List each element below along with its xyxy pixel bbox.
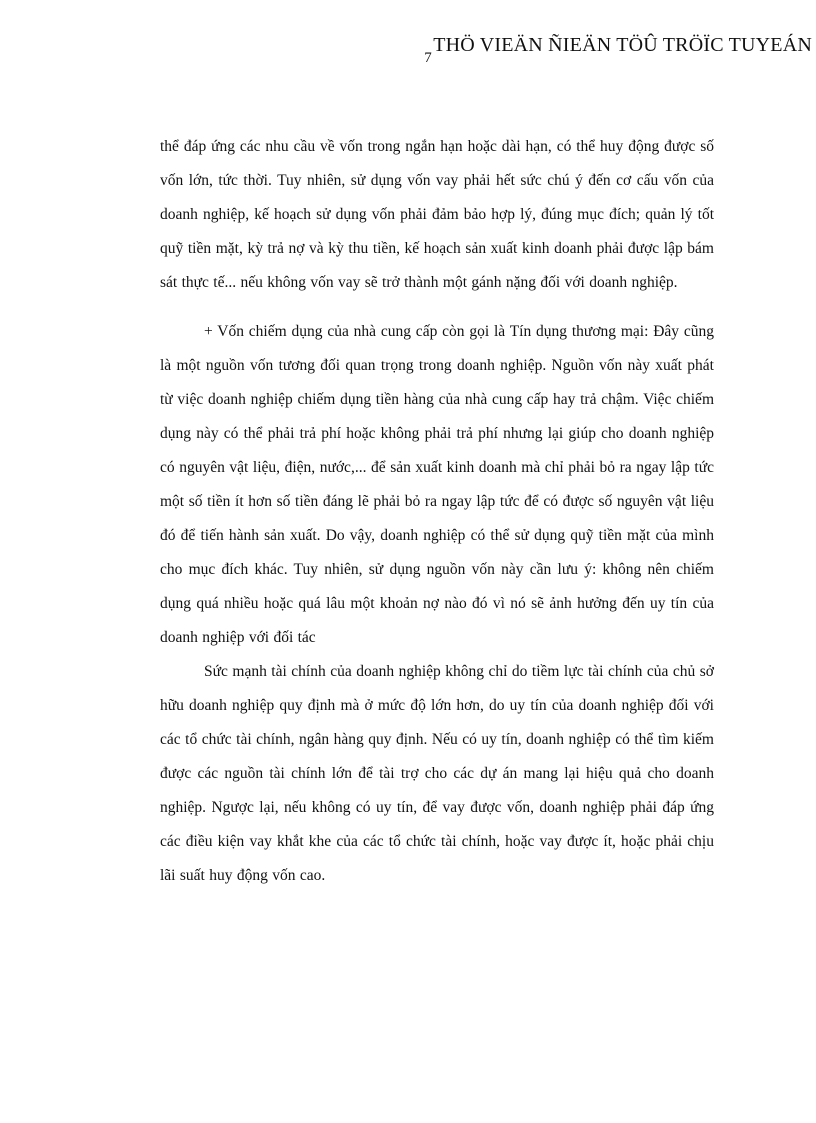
header-watermark: THÖ VIEÄN ÑIEÄN TÖÛ TRÖÏC TUYEÁN bbox=[433, 34, 812, 56]
page-number: 7 bbox=[424, 50, 432, 66]
document-body bbox=[160, 130, 714, 893]
paragraph-1: thể đáp ứng các nhu cầu về vốn trong ngắn hạn hoặc dài hạn, có thể huy động được số vốn lớn, tức thời. Tuy nhiên, sử dụng vốn vay phải hết sức chú ý đến cơ cấu vốn của doanh nghiệp, kế hoạch sử dụng vốn phải đảm bảo hợp lý, đúng mục đích; quản lý tốt quỹ tiền mặt, kỳ trả nợ và kỳ thu tiền, kế hoạch sản xuất kinh doanh phải được lập bám sát thực tế... nếu không vốn vay sẽ trở thành một gánh nặng đối với doanh nghiệp. bbox=[160, 138, 714, 291]
paragraph-gap bbox=[160, 300, 714, 315]
paragraph-2: + Vốn chiếm dụng của nhà cung cấp còn gọi là Tín dụng thương mại: Đây cũng là một nguồn vốn tương đối quan trọng trong doanh nghiệp. Nguồn vốn này xuất phát từ việc doanh nghiệp chiếm dụng tiền hàng của nhà cung cấp hay trả chậm. Việc chiếm dụng này có thể phải trả phí hoặc không phải trả phí nhưng lại giúp cho doanh nghiệp có nguyên vật liệu, điện, nước,... để sản xuất kinh doanh mà chỉ phải bỏ ra ngay lập tức một số tiền ít hơn số tiền đáng lẽ phải bỏ ra ngay lập tức để có được số nguyên vật liệu đó để tiến hành sản xuất. Do vậy, doanh nghiệp có thể sử dụng quỹ tiền mặt của mình cho mục đích khác. Tuy nhiên, sử dụng nguồn vốn này cần lưu ý: không nên chiếm dụng quá nhiều hoặc quá lâu một khoản nợ nào đó vì nó sẽ ảnh hưởng đến uy tín của doanh nghiệp với đối tác bbox=[160, 323, 714, 646]
paragraph-3: Sức mạnh tài chính của doanh nghiệp không chỉ do tiềm lực tài chính của chủ sở hữu doanh nghiệp quy định mà ở mức độ lớn hơn, do uy tín của doanh nghiệp đối với các tổ chức tài chính, ngân hàng quy định. Nếu có uy tín, doanh nghiệp có thể tìm kiếm được các nguồn tài chính lớn để tài trợ cho các dự án mang lại hiệu quả cho doanh nghiệp. Ngược lại, nếu không có uy tín, để vay được vốn, doanh nghiệp phải đáp ứng các điều kiện vay khắt khe của các tổ chức tài chính, hoặc vay được ít, hoặc phải chịu lãi suất huy động vốn cao. bbox=[160, 663, 714, 884]
